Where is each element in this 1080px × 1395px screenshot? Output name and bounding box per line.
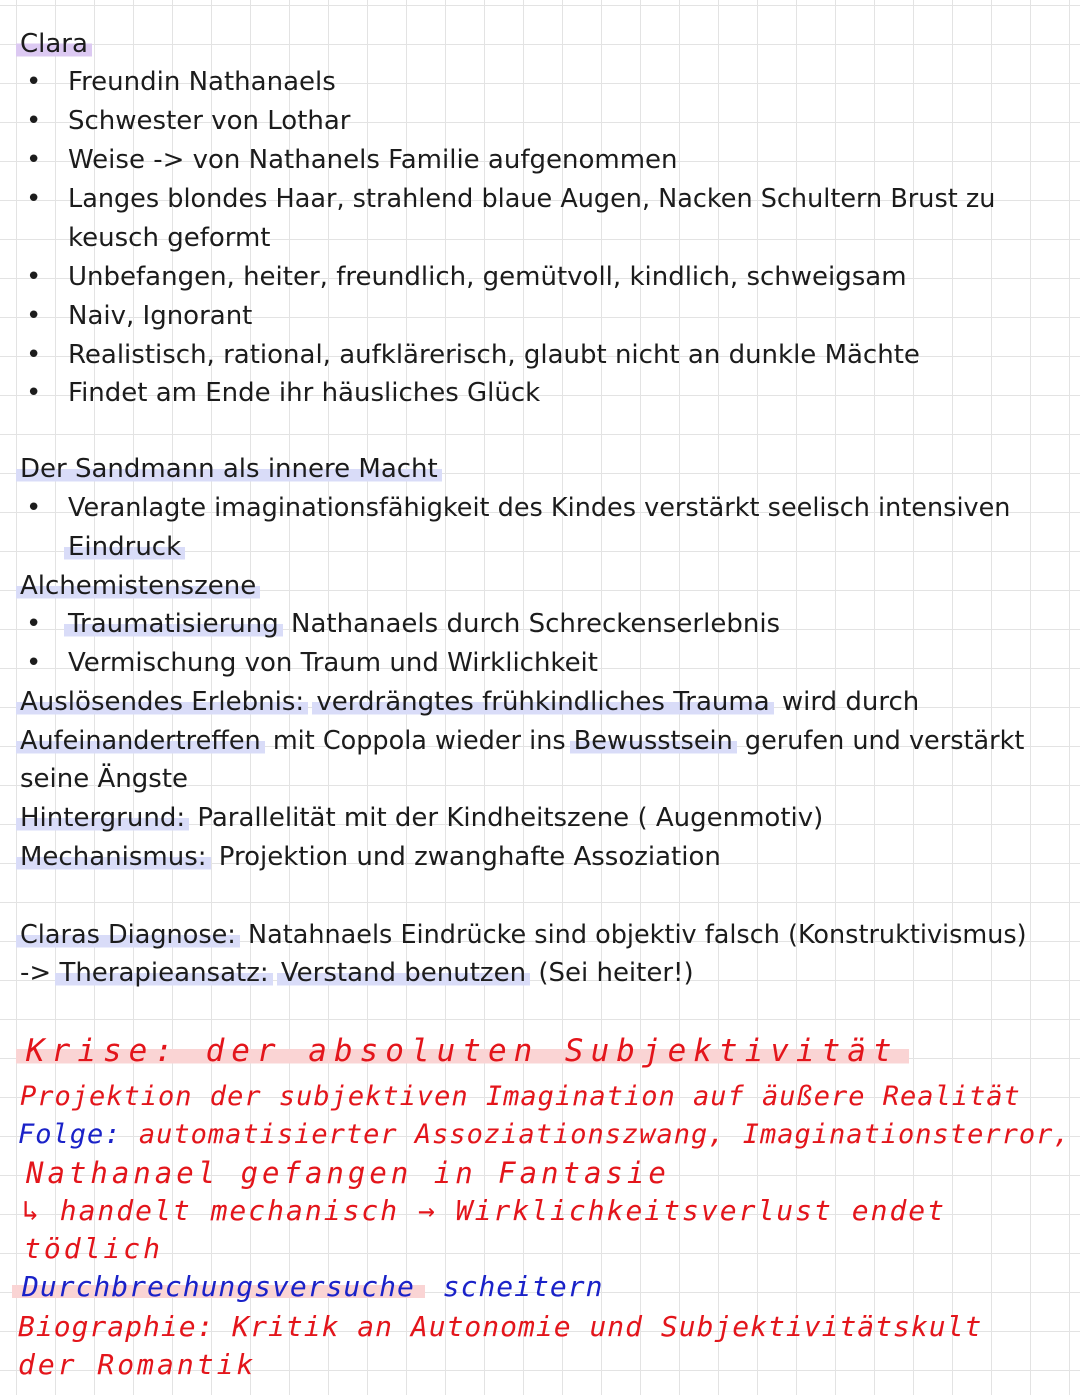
projektion-line: Projektion der subjektiven Imagination auf äußere Realität — [20, 1081, 1021, 1112]
clara-item: Langes blondes Haar, strahlend blaue Augen, Nacken Schultern Brust zu — [68, 184, 996, 214]
nathanael-line: Nathanael gefangen in Fantasie — [26, 1156, 670, 1190]
bullet-icon: • — [26, 340, 42, 370]
bullet-icon: • — [26, 106, 42, 136]
bullet-icon: • — [26, 493, 42, 523]
clara-item: Unbefangen, heiter, freundlich, gemütvoll, kindlich, schweigsam — [68, 262, 907, 292]
bullet-icon: • — [26, 609, 42, 639]
sandmann-item-continued: Eindruck — [68, 528, 185, 567]
toedlich-line: tödlich — [24, 1232, 164, 1265]
clara-item: Realistisch, rational, aufklärerisch, glaubt nicht an dunkle Mächte — [68, 340, 920, 370]
bullet-icon: • — [26, 67, 42, 97]
biographie-line-2: der Romantik — [18, 1348, 257, 1381]
diagnose-line: Claras Diagnose: Natahnaels Eindrücke sind objektiv falsch (Konstruktivismus) — [20, 916, 1027, 955]
hintergrund-line: Hintergrund: Parallelität mit der Kindheitszene ( Augenmotiv) — [20, 799, 823, 838]
krise-heading: Krise: der absoluten Subjektivität — [22, 1032, 909, 1070]
bullet-icon: • — [26, 648, 42, 678]
bullet-icon: • — [26, 378, 42, 408]
ausloesend-line: Auslösendes Erlebnis: verdrängtes frühkindliches Trauma wird durch — [20, 683, 919, 722]
alchemisten-heading: Alchemistenszene — [20, 567, 260, 606]
clara-item: Findet am Ende ihr häusliches Glück — [68, 378, 541, 408]
bullet-icon: • — [26, 145, 42, 175]
durchbruch-line: Durchbrechungsversuche scheitern — [18, 1268, 603, 1306]
clara-item: Schwester von Lothar — [68, 106, 351, 136]
bullet-icon: • — [26, 301, 42, 331]
clara-item: Freundin Nathanaels — [68, 67, 336, 97]
clara-item: Weise -> von Nathanels Familie aufgenommen — [68, 145, 678, 175]
alchemisten-item: Vermischung von Traum und Wirklichkeit — [68, 648, 598, 678]
sandmann-heading: Der Sandmann als innere Macht — [20, 450, 442, 489]
ausloesend-line-3: seine Ängste — [20, 764, 189, 794]
bullet-icon: • — [26, 262, 42, 292]
therapie-line: -> Therapieansatz: Verstand benutzen (Sei heiter!) — [20, 958, 694, 988]
ausloesend-line-2: Aufeinandertreffen mit Coppola wieder ins Bewusstsein gerufen und verstärkt — [20, 722, 1024, 761]
handelt-line: ↳ handelt mechanisch → Wirklichkeitsverlust endet — [22, 1194, 947, 1227]
biographie-line: Biographie: Kritik an Autonomie und Subjektivitätskult — [18, 1310, 983, 1343]
clara-item: Naiv, Ignorant — [68, 301, 253, 331]
clara-item-continued: keusch geformt — [68, 223, 271, 253]
mechanismus-line: Mechanismus: Projektion und zwanghafte Assoziation — [20, 838, 721, 877]
sandmann-item: Veranlagte imaginationsfähigkeit des Kindes verstärkt seelisch intensiven — [68, 493, 1011, 523]
folge-line: Folge: automatisierter Assoziationszwang, Imaginationsterror, — [18, 1119, 1071, 1150]
alchemisten-item: Traumatisierung Nathanaels durch Schreckenserlebnis — [68, 605, 780, 644]
clara-heading: Clara — [20, 25, 92, 64]
bullet-icon: • — [26, 184, 42, 214]
